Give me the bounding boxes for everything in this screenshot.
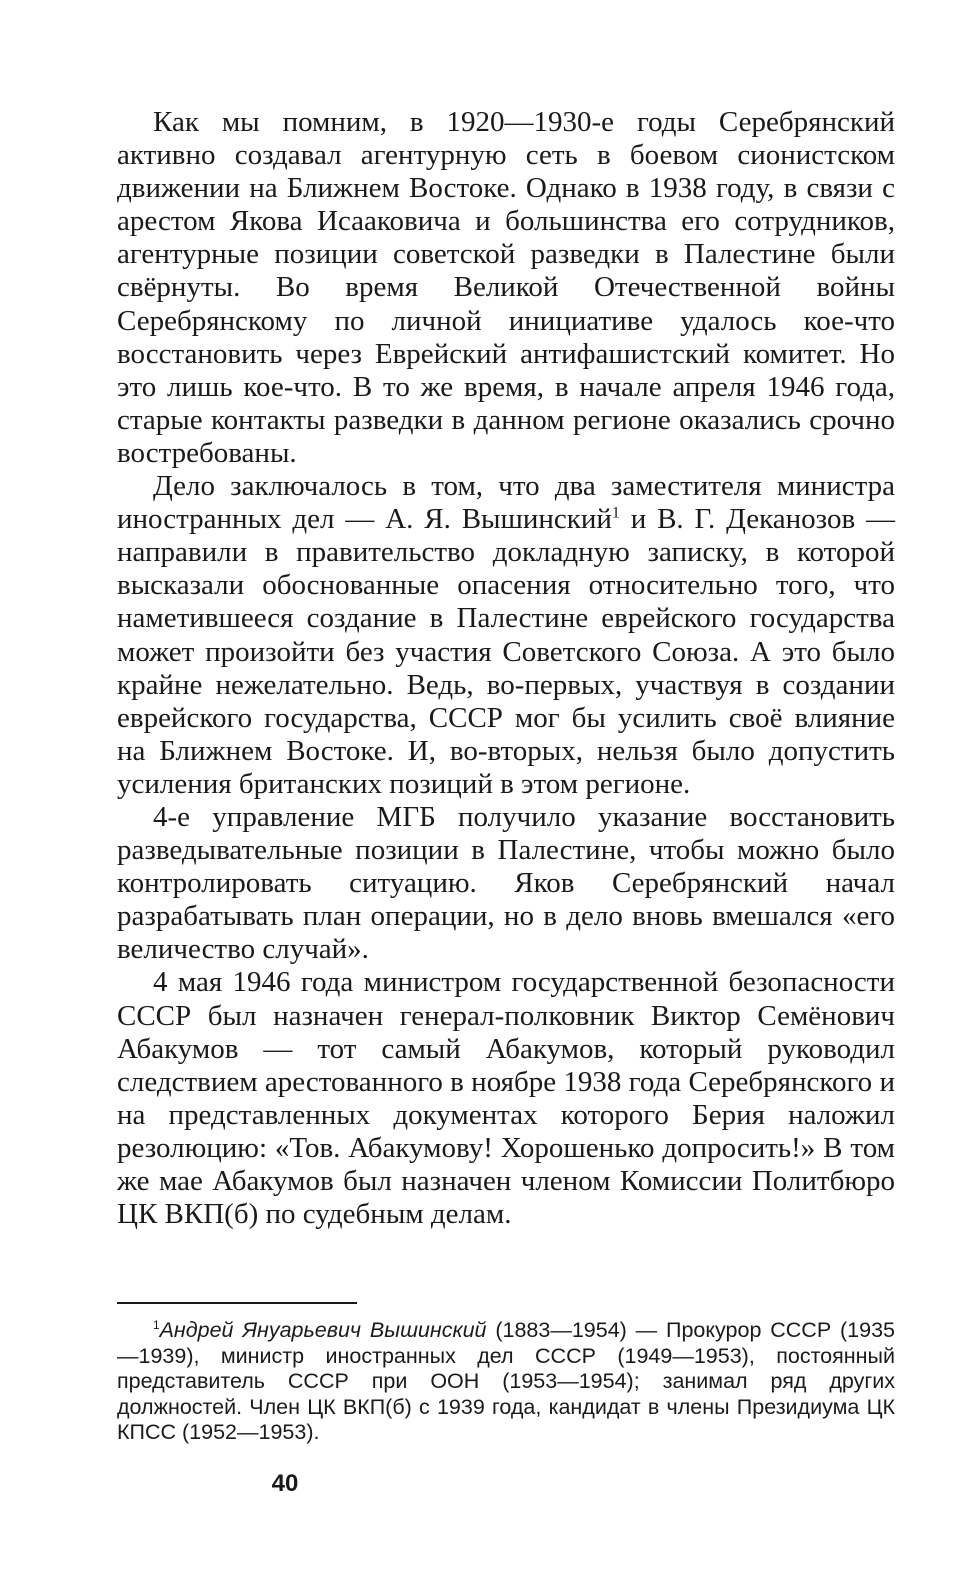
main-text bbox=[117, 106, 895, 1231]
footnote-mark: 1 bbox=[153, 1317, 160, 1332]
paragraph-2-after: и В. Г. Деканозов — направили в правительство докладную записку, в которой высказали обоснованные опасения относительно того, что наметившееся создание в Палестине еврейского государства может произойти без участия Советского Союза. А это было крайне нежелательно. Ведь, во-первых, участвуя в создании еврейского государства, СССР мог бы усилить своё влияние на Ближнем Востоке. И, во-вторых, нельзя было допустить усиления британских позиций в этом регионе. bbox=[117, 503, 895, 800]
footnote-divider bbox=[117, 1302, 357, 1304]
footnote-text: (1883—1954) — Прокурор СССР (1935—1939), министр иностранных дел СССР (1949—1953), постоянный представитель СССР при ООН (1953—1954); занимал ряд других должностей. Член ЦК ВКП(б) с 1939 года, кандидат в члены Президиума ЦК КПСС (1952—1953). bbox=[117, 1318, 895, 1444]
paragraph-2-before: Дело заключалось в том, что два заместителя министра иностранных дел — А. Я. Вышинский bbox=[117, 470, 895, 536]
page-number: 40 bbox=[271, 1470, 299, 1497]
paragraph-3: 4-е управление МГБ получило указание восстановить разведывательные позиции в Палестине, чтобы можно было контролировать ситуацию. Яков Серебрянский начал разрабатывать план операции, но в дело вновь вмешался «его величество случай». bbox=[117, 800, 895, 966]
footnote-person-name: Андрей Януарьевич Вышинский bbox=[159, 1318, 487, 1342]
footnote bbox=[117, 1318, 895, 1446]
paragraph-2 bbox=[117, 470, 895, 801]
paragraph-1: Как мы помним, в 1920—1930-е годы Серебрянский активно создавал агентурную сеть в боевом сионистском движении на Ближнем Востоке. Однако в 1938 году, в связи с арестом Якова Исааковича и большинства его сотрудников, агентурные позиции советской разведки в Палестине были свёрнуты. Во время Великой Отечественной войны Серебрянскому по личной инициативе удалось кое-что восстановить через Еврейский антифашистский комитет. Но это лишь кое-что. В то же время, в начале апреля 1946 года, старые контакты разведки в данном регионе оказались срочно востребованы. bbox=[117, 106, 895, 469]
paragraph-4: 4 мая 1946 года министром государственной безопасности СССР был назначен генерал-полковник Виктор Семёнович Абакумов — тот самый Абакумов, который руководил следствием арестованного в ноябре 1938 года Серебрянского и на представленных документах которого Берия наложил резолюцию: «Тов. Абакумову! Хорошенько допросить!» В том же мае Абакумов был назначен членом Комиссии Политбюро ЦК ВКП(б) по судебным делам. bbox=[117, 966, 895, 1231]
footnote-reference: 1 bbox=[611, 504, 620, 522]
